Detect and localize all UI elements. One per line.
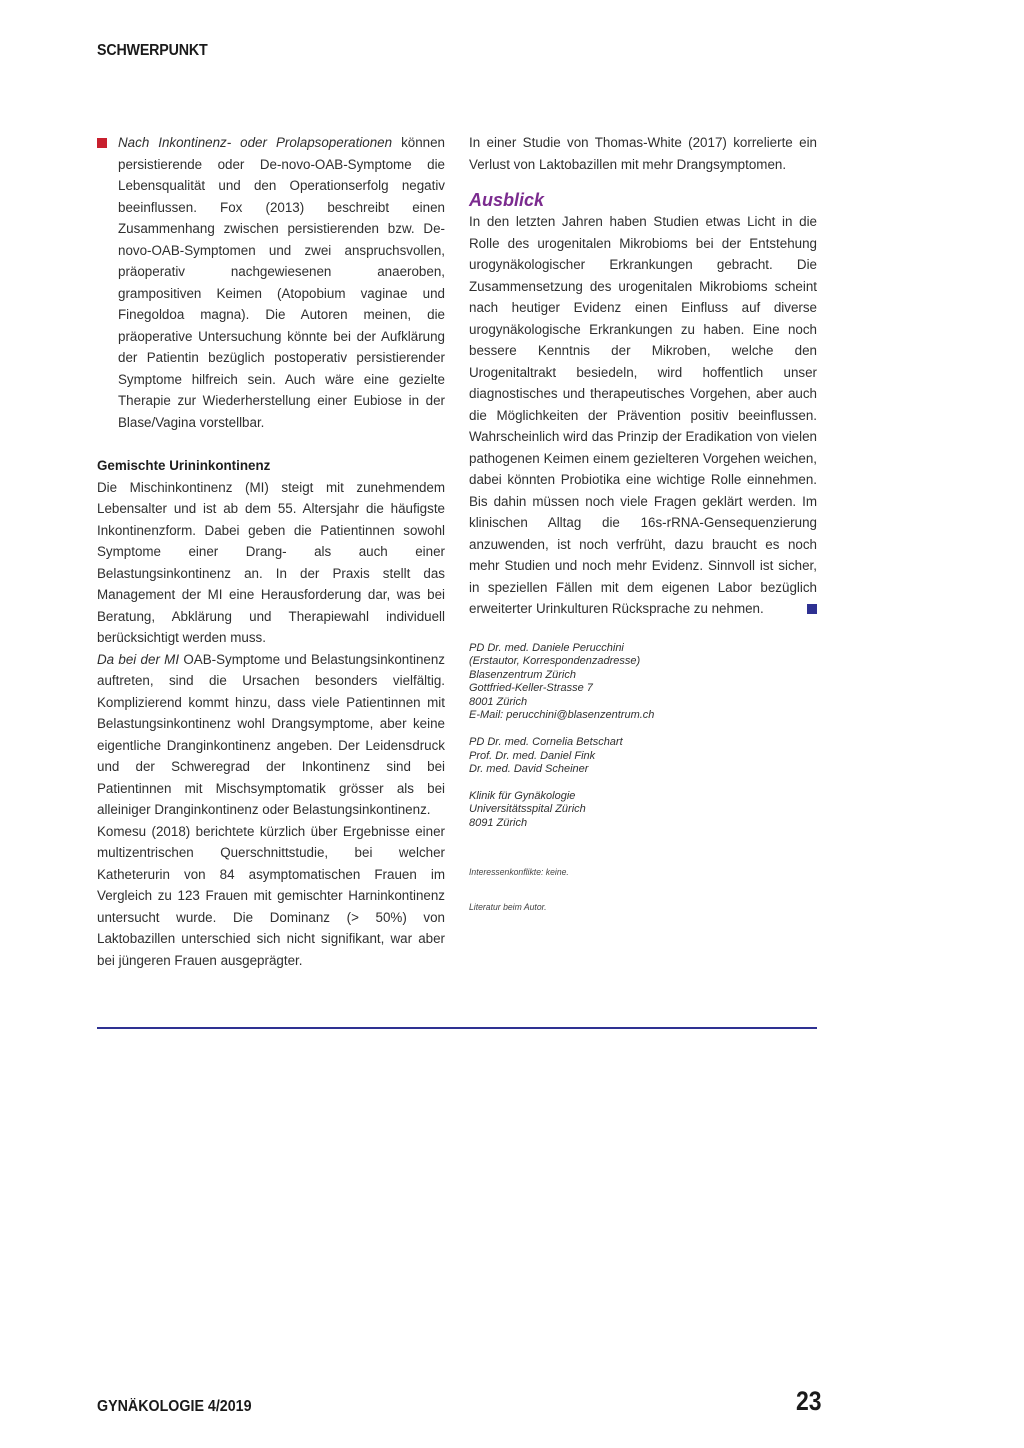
institution-line: 8091 Zürich [469,817,528,830]
running-head: SCHWERPUNKT [97,42,208,59]
paragraph-intro: In einer Studie von Thomas-White (2017) korrelierte ein Verlust von Laktobazillen mit mehr Drangsymptomen. [469,135,817,172]
paragraph-outlook-text: In den letzten Jahren haben Studien etwas Licht in die Rolle des urogenitalen Mikrobioms bei der Entstehung urogynäkologischer Erkrankungen gebracht. Die Zusammensetzung des urogenitalen Mikrobioms scheint nach heutiger Evidenz einen Einfluss auf diverse urogynäkologische Erkrankungen zu haben. Eine noch bessere Kenntnis der Mikroben, welche den Urogenitaltrakt besiedeln, wird hoffentlich unser diagnostisches und therapeutisches Vorgehen, aber auch die Möglichkeiten der Prävention positiv beeinflussen. Wahrscheinlich wird das Prinzip der Eradikation von vielen pathogenen Keimen einem gezielteren Vorgehen weichen, dabei könnten Probiotika eine wichtige Rolle einnehmen. Bis dahin müssen noch viele Fragen geklärt werden. Im klinischen Alltag die 16s-rRNA-Gensequenzierung anzuwenden, ist noch verfrüht, dazu braucht es noch mehr Studien und noch mehr Evidenz. Sinnvoll ist sicher, in speziellen Fällen mit dem eigenen Labor bezüglich erweiterter Urinkulturen Rücksprache zu nehmen. [469,214,817,616]
address1-email: E-Mail: perucchini@blasenzentrum.ch [469,709,655,722]
footer-journal: GYNÄKOLOGIE 4/2019 [97,1398,252,1415]
address1-line: (Erstautor, Korrespondenzadresse) [469,655,641,668]
address-block-3 [469,790,817,831]
address1-line: Blasenzentrum Zürich [469,668,576,681]
literature-note: Literatur beim Autor. [469,901,547,913]
paragraph-mixed-2 [97,649,445,821]
paragraph-mixed-2-body: OAB-Symptome und Belastungsinkontinenz auftreten, sind die Ursachen besonders vielfältig. Komplizierend kommt hinzu, dass viele Patientinnen mit Belastungsinkontinenz wohl Drangsymptome, aber keine eigentliche Dranginkontinenz angeben. Der Leidensdruck und der Schweregrad der Inkontinenz sind bei Patientinnen mit Mischsymptomatik grösser als bei alleiniger Dranginkontinenz oder Belastungsinkontinenz. [97,651,445,817]
address1-line: Gottfried-Keller-Strasse 7 [469,682,593,695]
coauthor-line: Dr. med. David Scheiner [469,763,589,776]
right-column [469,132,817,914]
bullet-square-icon [97,138,107,148]
address-block-2 [469,736,817,777]
address1-line: PD Dr. med. Daniele Perucchini [469,641,624,654]
institution-line: Klinik für Gynäkologie [469,789,576,802]
subheading-mixed-incontinence: Gemischte Urininkontinenz [97,458,271,473]
bullet-lead-italic: Nach Inkontinenz- oder Prolapsoperationen [118,135,393,150]
coauthor-line: PD Dr. med. Cornelia Betschart [469,736,623,749]
page-number: 23 [796,1386,822,1416]
institution-line: Universitätsspital Zürich [469,803,586,816]
end-of-article-icon [807,604,817,614]
bullet-body: können persistierende oder De-novo-OAB-Symptome die Lebensqualität und den Operationserfolg negativ beeinflussen. Fox (2013) beschreibt einen Zusammenhang zwischen persistierenden bzw. De-novo-OAB-Symptomen und zwei anspruchsvollen, präoperativ nachgewiesenen anaeroben, grampositiven Keimen (Atopobium vaginae und Finegoldoa magna). Die Autoren meinen, die präoperative Untersuchung könnte bei der Aufklärung der Patientin bezüglich postoperativ persistierender Symptome hilfreich sein. Auch wäre eine gezielte Therapie zur Wiederherstellung einer Eubiose in der Blase/Vagina vorstellbar. [118,135,446,430]
section-title-outlook: Ausblick [469,190,545,210]
coauthor-line: Prof. Dr. med. Daniel Fink [469,749,596,762]
conflicts-note: Interessenkonflikte: keine. [469,866,569,878]
left-column [97,132,445,971]
address-block-1 [469,642,817,724]
bullet-paragraph [97,132,445,433]
bullet-paragraph-text [118,132,445,433]
paragraph-mixed-3: Komesu (2018) berichtete kürzlich über Ergebnisse einer multizentrischen Querschnittstudie, bei welcher Katheterurin von 84 asymptomatischen Frauen im Vergleich zu 123 Frauen mit gemischter Harninkontinenz untersucht wurde. Die Dominanz (> 50%) von Laktobazillen unterschied sich nicht signifikant, war aber bei jüngeren Frauen ausgeprägter. [97,823,445,968]
address1-line: 8001 Zürich [469,695,528,708]
article-end-rule [97,1027,817,1029]
paragraph-mixed-1: Die Mischinkontinenz (MI) steigt mit zunehmendem Lebensalter und ist ab dem 55. Altersjahr die häufigste Inkontinenzform. Dabei geben die Patientinnen sowohl Symptome einer Drang- als auch einer Belastungsinkontinenz an. In der Praxis stellt das Management der MI eine Herausforderung dar, was bei Beratung, Abklärung und Therapiewahl individuell berücksichtigt werden muss. [97,479,445,645]
paragraph-outlook [469,211,817,620]
paragraph-mixed-2-lead: Da bei der MI [97,651,180,667]
